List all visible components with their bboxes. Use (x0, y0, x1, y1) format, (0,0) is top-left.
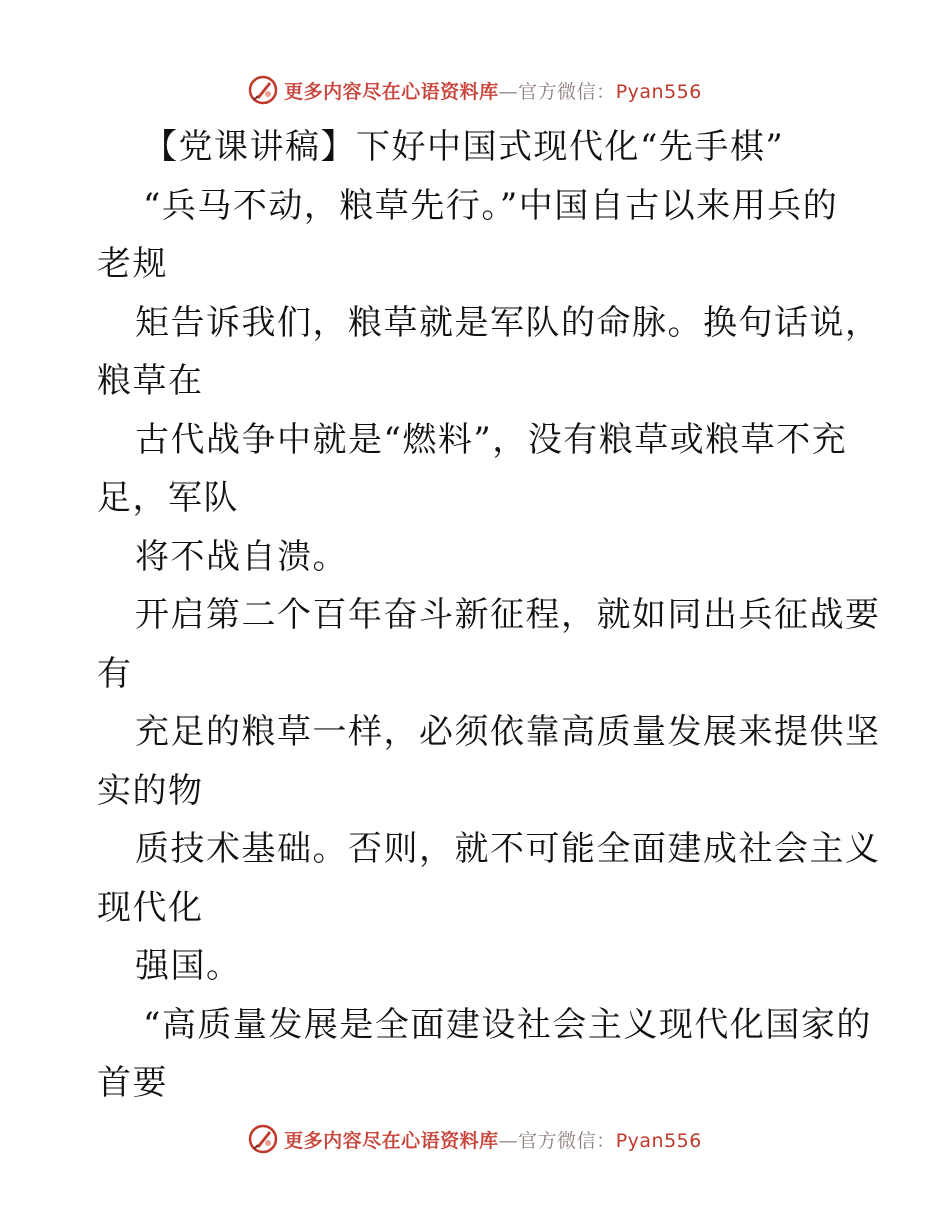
paragraph-line: “高质量发展是全面建设社会主义现代化国家的 (143, 1005, 872, 1045)
paragraph-line: 首要 (97, 1063, 168, 1103)
paragraph-line: 现代化 (97, 888, 204, 928)
header-wechat-label: 官方微信： (518, 80, 616, 103)
paragraph-line: 古代战争中就是“燃料”，没有粮草或粮草不充 (135, 420, 848, 460)
paragraph-line: 粮草在 (97, 361, 204, 401)
paragraph-line: 有 (97, 654, 133, 694)
paragraph-line: 将不战自溃。 (135, 537, 348, 577)
paragraph-line: 强国。 (135, 946, 242, 986)
footer-wechat-label: 官方微信： (518, 1129, 616, 1152)
footer-banner-text (284, 1126, 702, 1153)
footer-dash: — (498, 1129, 519, 1152)
paragraph-line: “兵马不动，粮草先行。”中国自古以来用兵的 (143, 186, 839, 226)
paragraph-line: 质技术基础。否则，就不可能全面建成社会主义 (135, 829, 881, 869)
header-site-text: 更多内容尽在心语资料库 (284, 80, 499, 103)
paragraph-line: 足，军队 (97, 478, 239, 518)
paragraph-line: 实的物 (97, 771, 204, 811)
document-title: 【党课讲稿】下好中国式现代化“先手棋” (143, 127, 785, 167)
quill-logo-icon (248, 1124, 278, 1154)
paragraph-line: 老规 (97, 244, 168, 284)
footer-site-text: 更多内容尽在心语资料库 (284, 1129, 499, 1152)
paragraph-line: 充足的粮草一样，必须依靠高质量发展来提供坚 (135, 712, 881, 752)
footer-banner (0, 1121, 950, 1157)
paragraph-line: 矩告诉我们，粮草就是军队的命脉。换句话说， (135, 303, 881, 343)
footer-wechat-id: Pyan556 (615, 1129, 702, 1152)
header-dash: — (498, 80, 519, 103)
header-wechat-id: Pyan556 (615, 80, 702, 103)
paragraph-line: 开启第二个百年奋斗新征程，就如同出兵征战要 (135, 595, 881, 635)
footer-banner-content (248, 1124, 702, 1154)
